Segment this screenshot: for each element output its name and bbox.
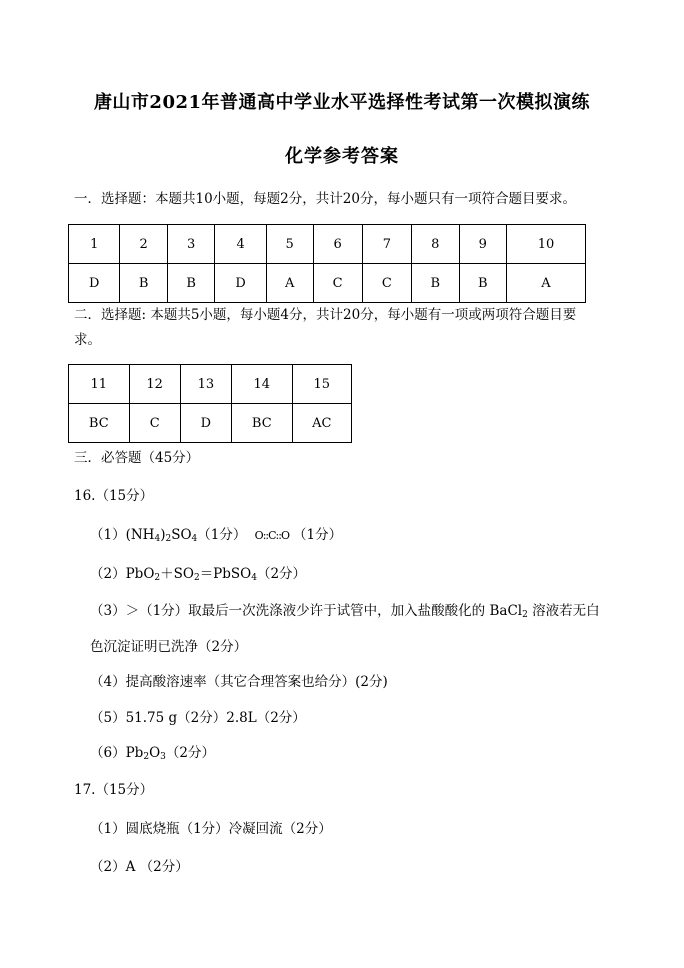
- answer-cell: A: [507, 264, 586, 303]
- section2-heading-line1: 二．选择题: 本题共5小题，每小题4分，共计20分，每小题有一项或两项符合题目要: [74, 307, 577, 323]
- question-number: 12: [129, 365, 180, 404]
- question-number: 13: [180, 365, 231, 404]
- q16-p6-text: （6）Pb: [90, 745, 144, 761]
- q16-p1-text: （1）(NH: [90, 527, 155, 543]
- q16-part5: （5）51.75 g（2分）2.8L（2分）: [90, 710, 306, 726]
- answer-cell: AC: [292, 404, 351, 443]
- subscript: 4: [251, 573, 257, 583]
- answer-cell: C: [362, 264, 411, 303]
- q16-p2-text: ＝PbSO: [199, 566, 252, 582]
- q17-part2: （2）A （2分）: [90, 859, 189, 875]
- q16-part6: [90, 744, 215, 766]
- subscript: 4: [154, 534, 161, 544]
- answer-cell: B: [167, 264, 214, 303]
- subscript: 2: [143, 752, 150, 762]
- answer-cell: C: [313, 264, 362, 303]
- carbon-atom: C: [268, 529, 276, 542]
- table-row-answers: [69, 264, 586, 303]
- q16-p1-text: SO: [171, 527, 192, 543]
- q16-part4: （4）提高酸溶速率（其它合理答案也给分）(2分): [90, 674, 388, 690]
- electron-dot-formula: O::C::O: [254, 529, 289, 542]
- answer-cell: A: [266, 264, 313, 303]
- answer-cell: B: [459, 264, 506, 303]
- subscript: 3: [160, 752, 166, 762]
- question-number: 1: [69, 225, 120, 264]
- oxygen-atom: O: [254, 529, 263, 542]
- question-number: 6: [313, 225, 362, 264]
- q16-part2: [90, 565, 306, 587]
- question-number: 3: [167, 225, 214, 264]
- question-number: 14: [232, 365, 293, 404]
- subscript: 4: [191, 534, 198, 544]
- answer-cell: BC: [69, 404, 130, 443]
- q16-p6-text: O: [149, 745, 161, 761]
- answer-cell: BC: [232, 404, 293, 443]
- table-row-numbers: [69, 225, 586, 264]
- q17-heading: 17.（15分）: [74, 782, 154, 798]
- answer-cell: C: [129, 404, 180, 443]
- q16-p6-text: （2分）: [165, 745, 215, 761]
- section2-heading-line2: 求。: [74, 332, 101, 348]
- q16-p1-text: （1分）: [292, 527, 343, 543]
- q16-part3-line2: 色沉淀证明已洗净（2分）: [90, 639, 248, 655]
- q16-p3-text: （3）＞（1分）取最后一次洗涤液少许于试管中，加入盐酸酸化的 BaCl: [90, 603, 523, 619]
- section1-heading: 一．选择题：本题共10小题，每题2分，共计20分，每小题只有一项符合题目要求。: [74, 191, 576, 207]
- subscript: 2: [165, 534, 172, 544]
- q16-part3-line1: [90, 602, 600, 624]
- question-number: 7: [362, 225, 411, 264]
- answer-cell: D: [215, 264, 266, 303]
- q16-p2-text: （2）PbO: [90, 566, 155, 582]
- table-row-answers: [69, 404, 352, 443]
- answer-cell: B: [412, 264, 459, 303]
- subscript: 2: [193, 573, 200, 583]
- answer-cell: B: [120, 264, 167, 303]
- question-number: 2: [120, 225, 167, 264]
- q17-part1: （1）圆底烧瓶（1分）冷凝回流（2分）: [90, 821, 332, 837]
- section2-answer-table: [68, 364, 352, 443]
- q16-p2-text: （2分）: [256, 566, 307, 582]
- q16-p1-text: （1分）: [197, 527, 247, 543]
- table-row-numbers: [69, 365, 352, 404]
- q16-heading: 16.（15分）: [74, 488, 154, 504]
- question-number: 11: [69, 365, 130, 404]
- oxygen-atom: O: [280, 529, 289, 542]
- q16-p3-text: 溶液若无白: [527, 603, 600, 619]
- question-number: 5: [266, 225, 313, 264]
- page-subtitle: 化学参考答案: [285, 146, 399, 167]
- q16-p1-text: ): [160, 527, 166, 543]
- question-number: 15: [292, 365, 351, 404]
- question-number: 4: [215, 225, 266, 264]
- section3-heading: 三．必答题（45分）: [74, 450, 200, 466]
- q16-p2-text: ＋SO: [160, 566, 194, 582]
- section1-answer-table: [68, 224, 586, 303]
- answer-cell: D: [180, 404, 231, 443]
- answer-cell: D: [69, 264, 120, 303]
- page-title: 唐山市2021年普通高中学业水平选择性考试第一次模拟演练: [93, 92, 591, 113]
- subscript: 2: [154, 573, 161, 583]
- question-number: 8: [412, 225, 459, 264]
- question-number: 9: [459, 225, 506, 264]
- subscript: 2: [522, 610, 528, 620]
- q16-part1: [90, 526, 342, 548]
- question-number: 10: [507, 225, 586, 264]
